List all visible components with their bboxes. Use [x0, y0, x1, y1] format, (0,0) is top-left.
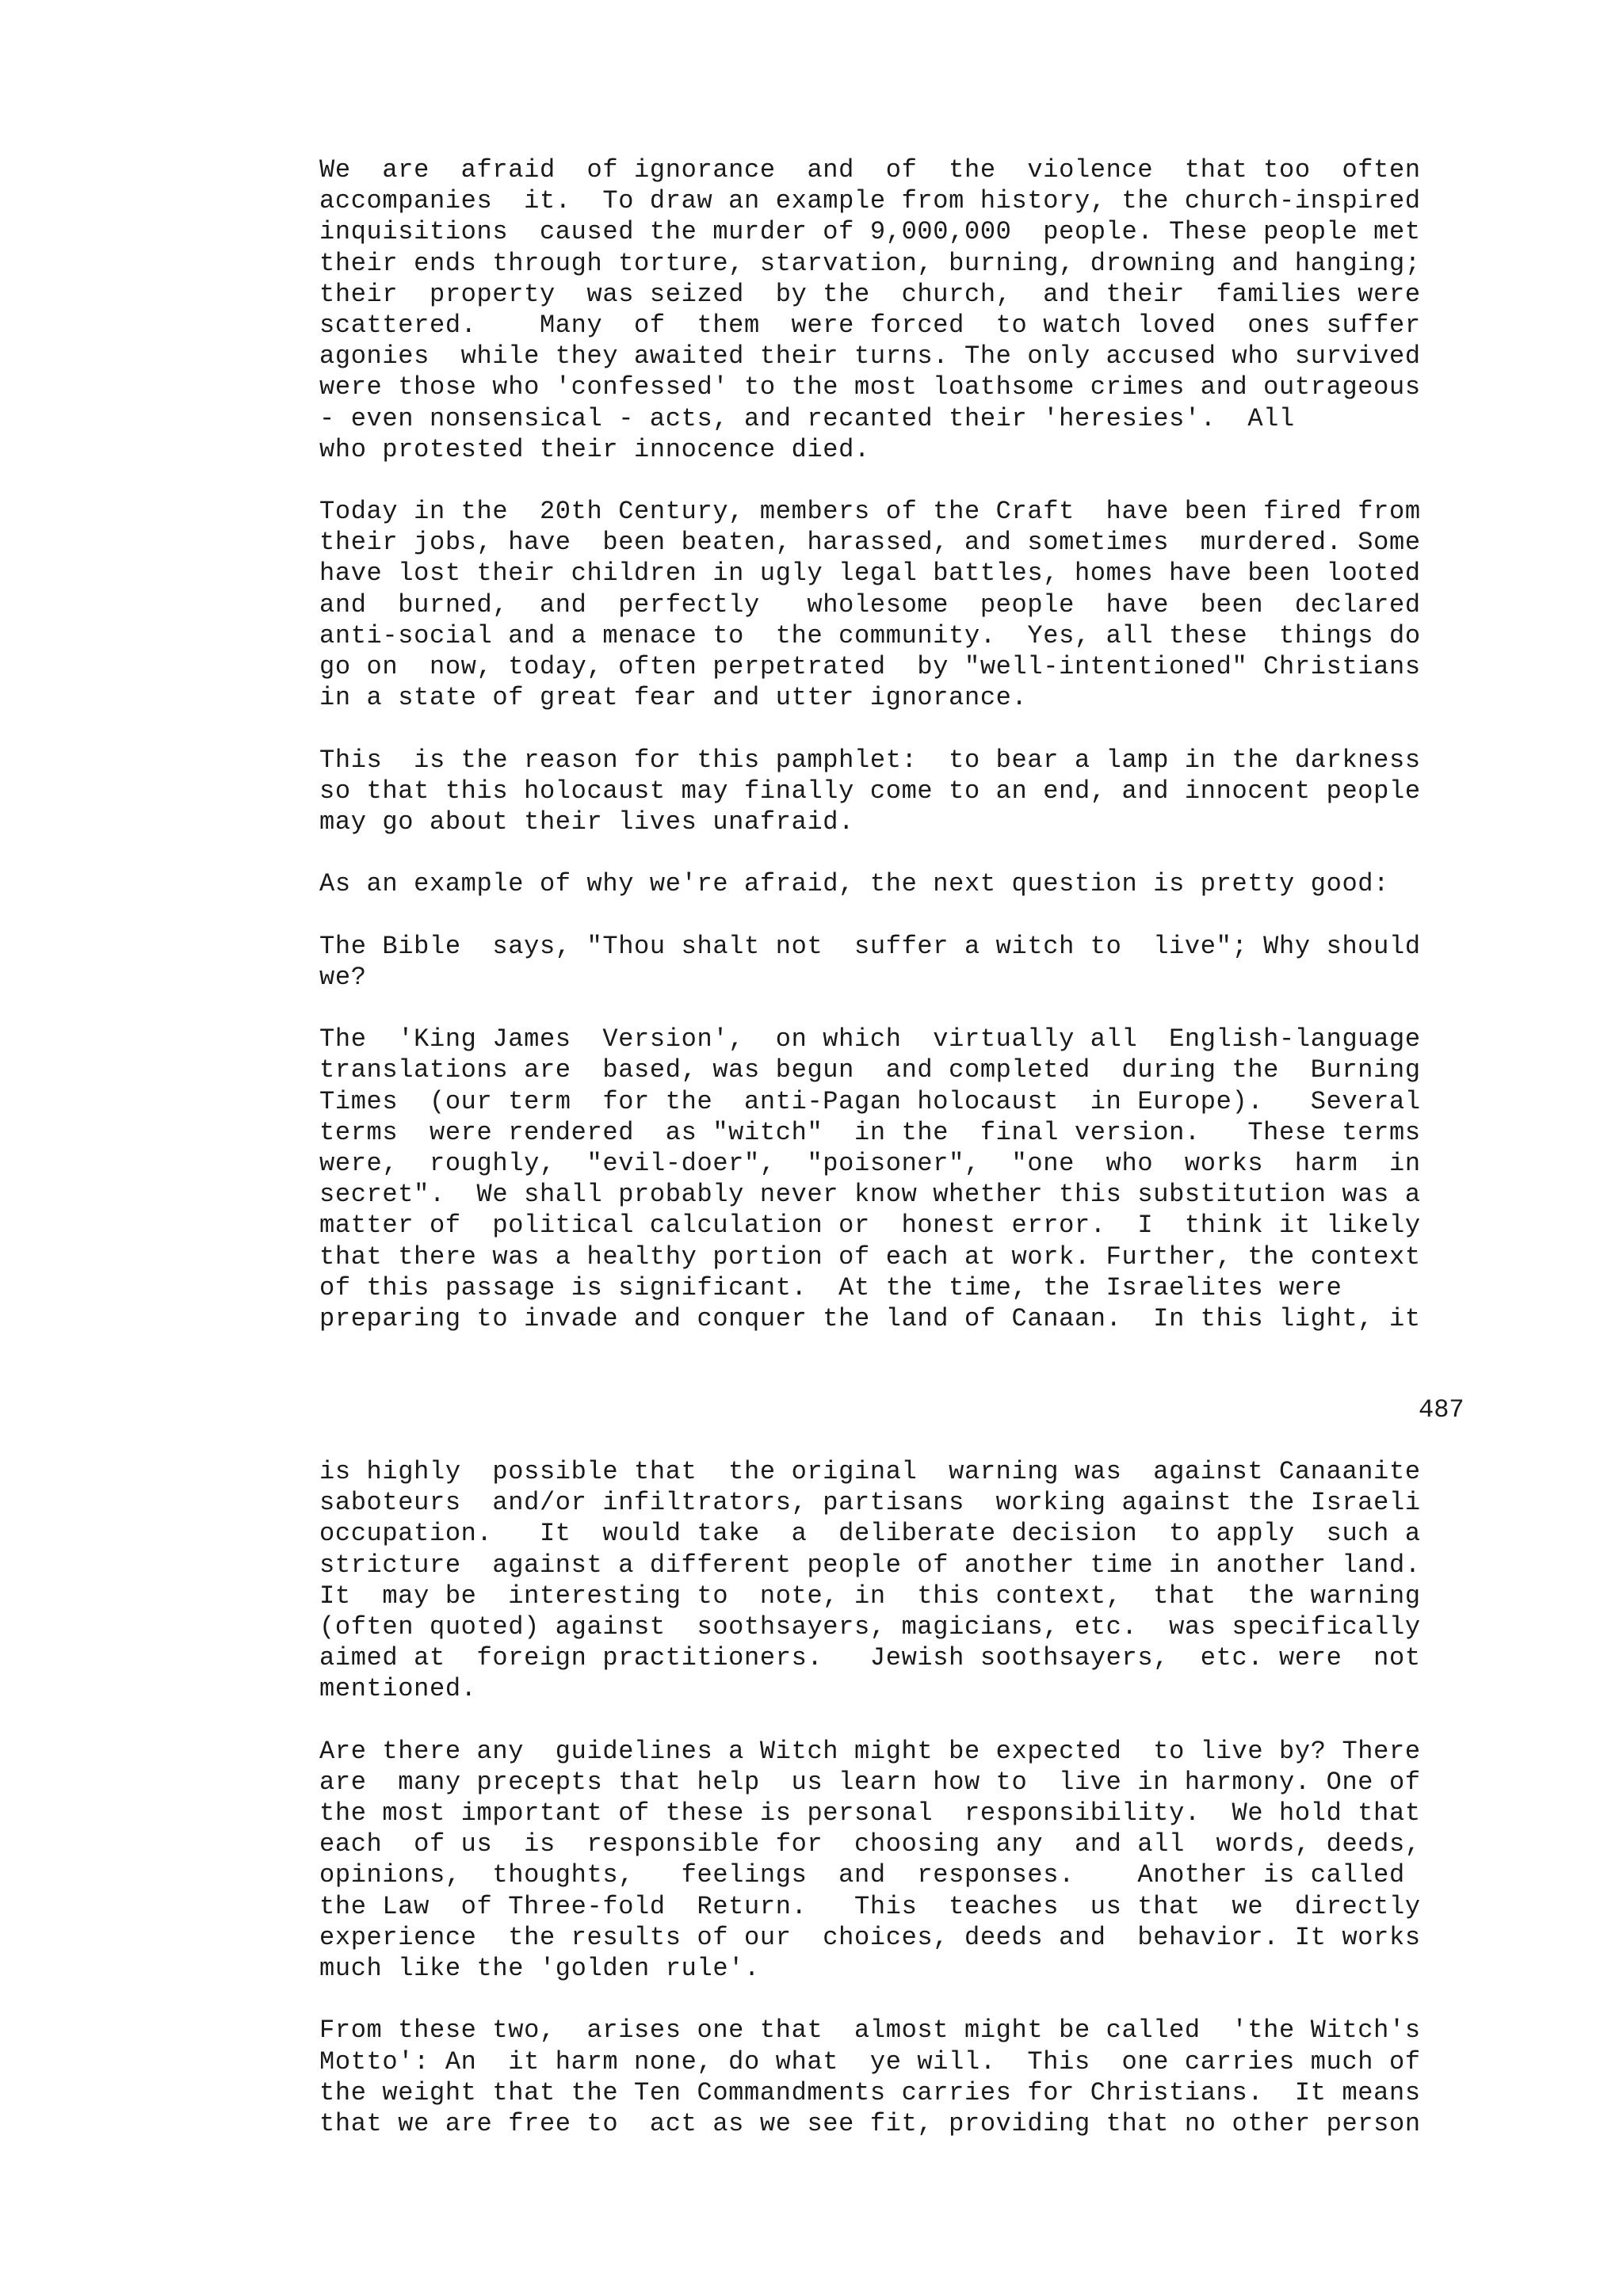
text-line: terms were rendered as "witch" in the final version. These terms: [319, 1117, 1421, 1147]
text-line: translations are based, was begun and completed during the Burning: [319, 1055, 1421, 1085]
text-line: inquisitions caused the murder of 9,000,000 people. These people met: [319, 217, 1421, 247]
text-line: Motto': An it harm none, do what ye will. This one carries much of: [319, 2046, 1421, 2077]
text-line: have lost their children in ugly legal battles, homes have been looted: [319, 559, 1421, 589]
text-line: mentioned.: [319, 1674, 477, 1704]
text-line: anti-social and a menace to the community. Yes, all these things do: [319, 620, 1421, 650]
text-line: accompanies it. To draw an example from history, the church-inspired: [319, 186, 1421, 216]
text-line: The Bible says, "Thou shalt not suffer a witch to live"; Why should: [319, 931, 1421, 961]
text-line: is highly possible that the original warning was against Canaanite: [319, 1457, 1421, 1486]
text-line: Today in the 20th Century, members of the Craft have been fired from: [319, 497, 1421, 527]
text-line: were, roughly, "evil-doer", "poisoner", "one who works harm in: [319, 1149, 1421, 1178]
text-line: their jobs, have been beaten, harassed, and sometimes murdered. Some: [319, 528, 1421, 558]
text-line: This is the reason for this pamphlet: to bear a lamp in the darkness: [319, 745, 1421, 775]
page-text-upper: [319, 154, 1476, 1334]
text-line: may go about their lives unafraid.: [319, 807, 855, 837]
text-line: so that this holocaust may finally come to an end, and innocent people: [319, 776, 1421, 806]
text-line: stricture against a different people of another time in another land.: [319, 1550, 1421, 1580]
text-line: much like the 'golden rule'.: [319, 1954, 760, 1983]
text-line: secret". We shall probably never know whether this substitution was a: [319, 1180, 1421, 1210]
text-line: the weight that the Ten Commandments carries for Christians. It means: [319, 2077, 1421, 2107]
paragraph: [319, 931, 1476, 993]
text-line: go on now, today, often perpetrated by "well-intentioned" Christians: [319, 652, 1421, 681]
paragraph-gap: [319, 993, 1476, 1024]
text-line: were those who 'confessed' to the most loathsome crimes and outrageous: [319, 372, 1421, 402]
text-line: opinions, thoughts, feelings and responses. Another is called: [319, 1860, 1405, 1890]
text-line: and burned, and perfectly wholesome people have been declared: [319, 589, 1421, 620]
paragraph-gap: [319, 1705, 1476, 1736]
text-line: occupation. It would take a deliberate decision to apply such a: [319, 1519, 1421, 1549]
text-line: (often quoted) against soothsayers, magicians, etc. was specifically: [319, 1611, 1421, 1642]
text-line: scattered. Many of them were forced to watch loved ones suffer: [319, 310, 1421, 340]
text-line: of this passage is significant. At the time, the Israelites were: [319, 1272, 1342, 1302]
text-line: The 'King James Version', on which virtually all English-language: [319, 1024, 1421, 1055]
page-text-lower: [319, 1456, 1476, 2139]
paragraph-gap: [319, 900, 1476, 931]
paragraph-gap: [319, 465, 1476, 496]
text-line: matter of political calculation or honest error. I think it likely: [319, 1211, 1421, 1241]
text-line: each of us is responsible for choosing any and all words, deeds,: [319, 1829, 1421, 1859]
paragraph-gap: [319, 837, 1476, 868]
text-line: the Law of Three-fold Return. This teaches us that we directly: [319, 1891, 1421, 1921]
text-line: Times (our term for the anti-Pagan holocaust in Europe). Several: [319, 1086, 1421, 1116]
text-line: Are there any guidelines a Witch might be expected to live by? There: [319, 1736, 1421, 1766]
page-number: 487: [1419, 1395, 1465, 1425]
text-line: - even nonsensical - acts, and recanted their 'heresies'. All: [319, 403, 1295, 433]
paragraph: [319, 154, 1476, 465]
text-line: agonies while they awaited their turns. The only accused who survived: [319, 341, 1421, 372]
text-line: preparing to invade and conquer the land of Canaan. In this light, it: [319, 1303, 1421, 1333]
text-line: who protested their innocence died.: [319, 434, 870, 464]
text-line: It may be interesting to note, in this context, that the warning: [319, 1581, 1421, 1611]
paragraph: [319, 1736, 1476, 1985]
paragraph: [319, 496, 1476, 713]
text-line: their ends through torture, starvation, burning, drowning and hanging;: [319, 248, 1421, 278]
paragraph: [319, 745, 1476, 838]
text-line: that we are free to act as we see fit, providing that no other person: [319, 2108, 1421, 2138]
text-line: their property was seized by the church, and their families were: [319, 279, 1421, 309]
text-line: As an example of why we're afraid, the next question is pretty good:: [319, 869, 1390, 899]
paragraph-gap: [319, 1984, 1476, 2015]
text-line: From these two, arises one that almost might be called 'the Witch's: [319, 2016, 1421, 2046]
paragraph: [319, 868, 1476, 899]
text-line: are many precepts that help us learn how to live in harmony. One of: [319, 1767, 1421, 1797]
text-line: we?: [319, 962, 367, 992]
text-line: We are afraid of ignorance and of the violence that too often: [319, 155, 1421, 185]
text-line: saboteurs and/or infiltrators, partisans working against the Israeli: [319, 1488, 1421, 1518]
text-line: the most important of these is personal responsibility. We hold that: [319, 1798, 1421, 1829]
text-line: experience the results of our choices, deeds and behavior. It works: [319, 1922, 1421, 1952]
paragraph: [319, 2015, 1476, 2139]
text-line: that there was a healthy portion of each at work. Further, the context: [319, 1241, 1421, 1272]
paragraph-gap: [319, 713, 1476, 744]
paragraph: [319, 1456, 1476, 1705]
text-line: in a state of great fear and utter ignorance.: [319, 683, 1028, 713]
paragraph: [319, 1024, 1476, 1334]
text-line: aimed at foreign practitioners. Jewish soothsayers, etc. were not: [319, 1643, 1421, 1673]
